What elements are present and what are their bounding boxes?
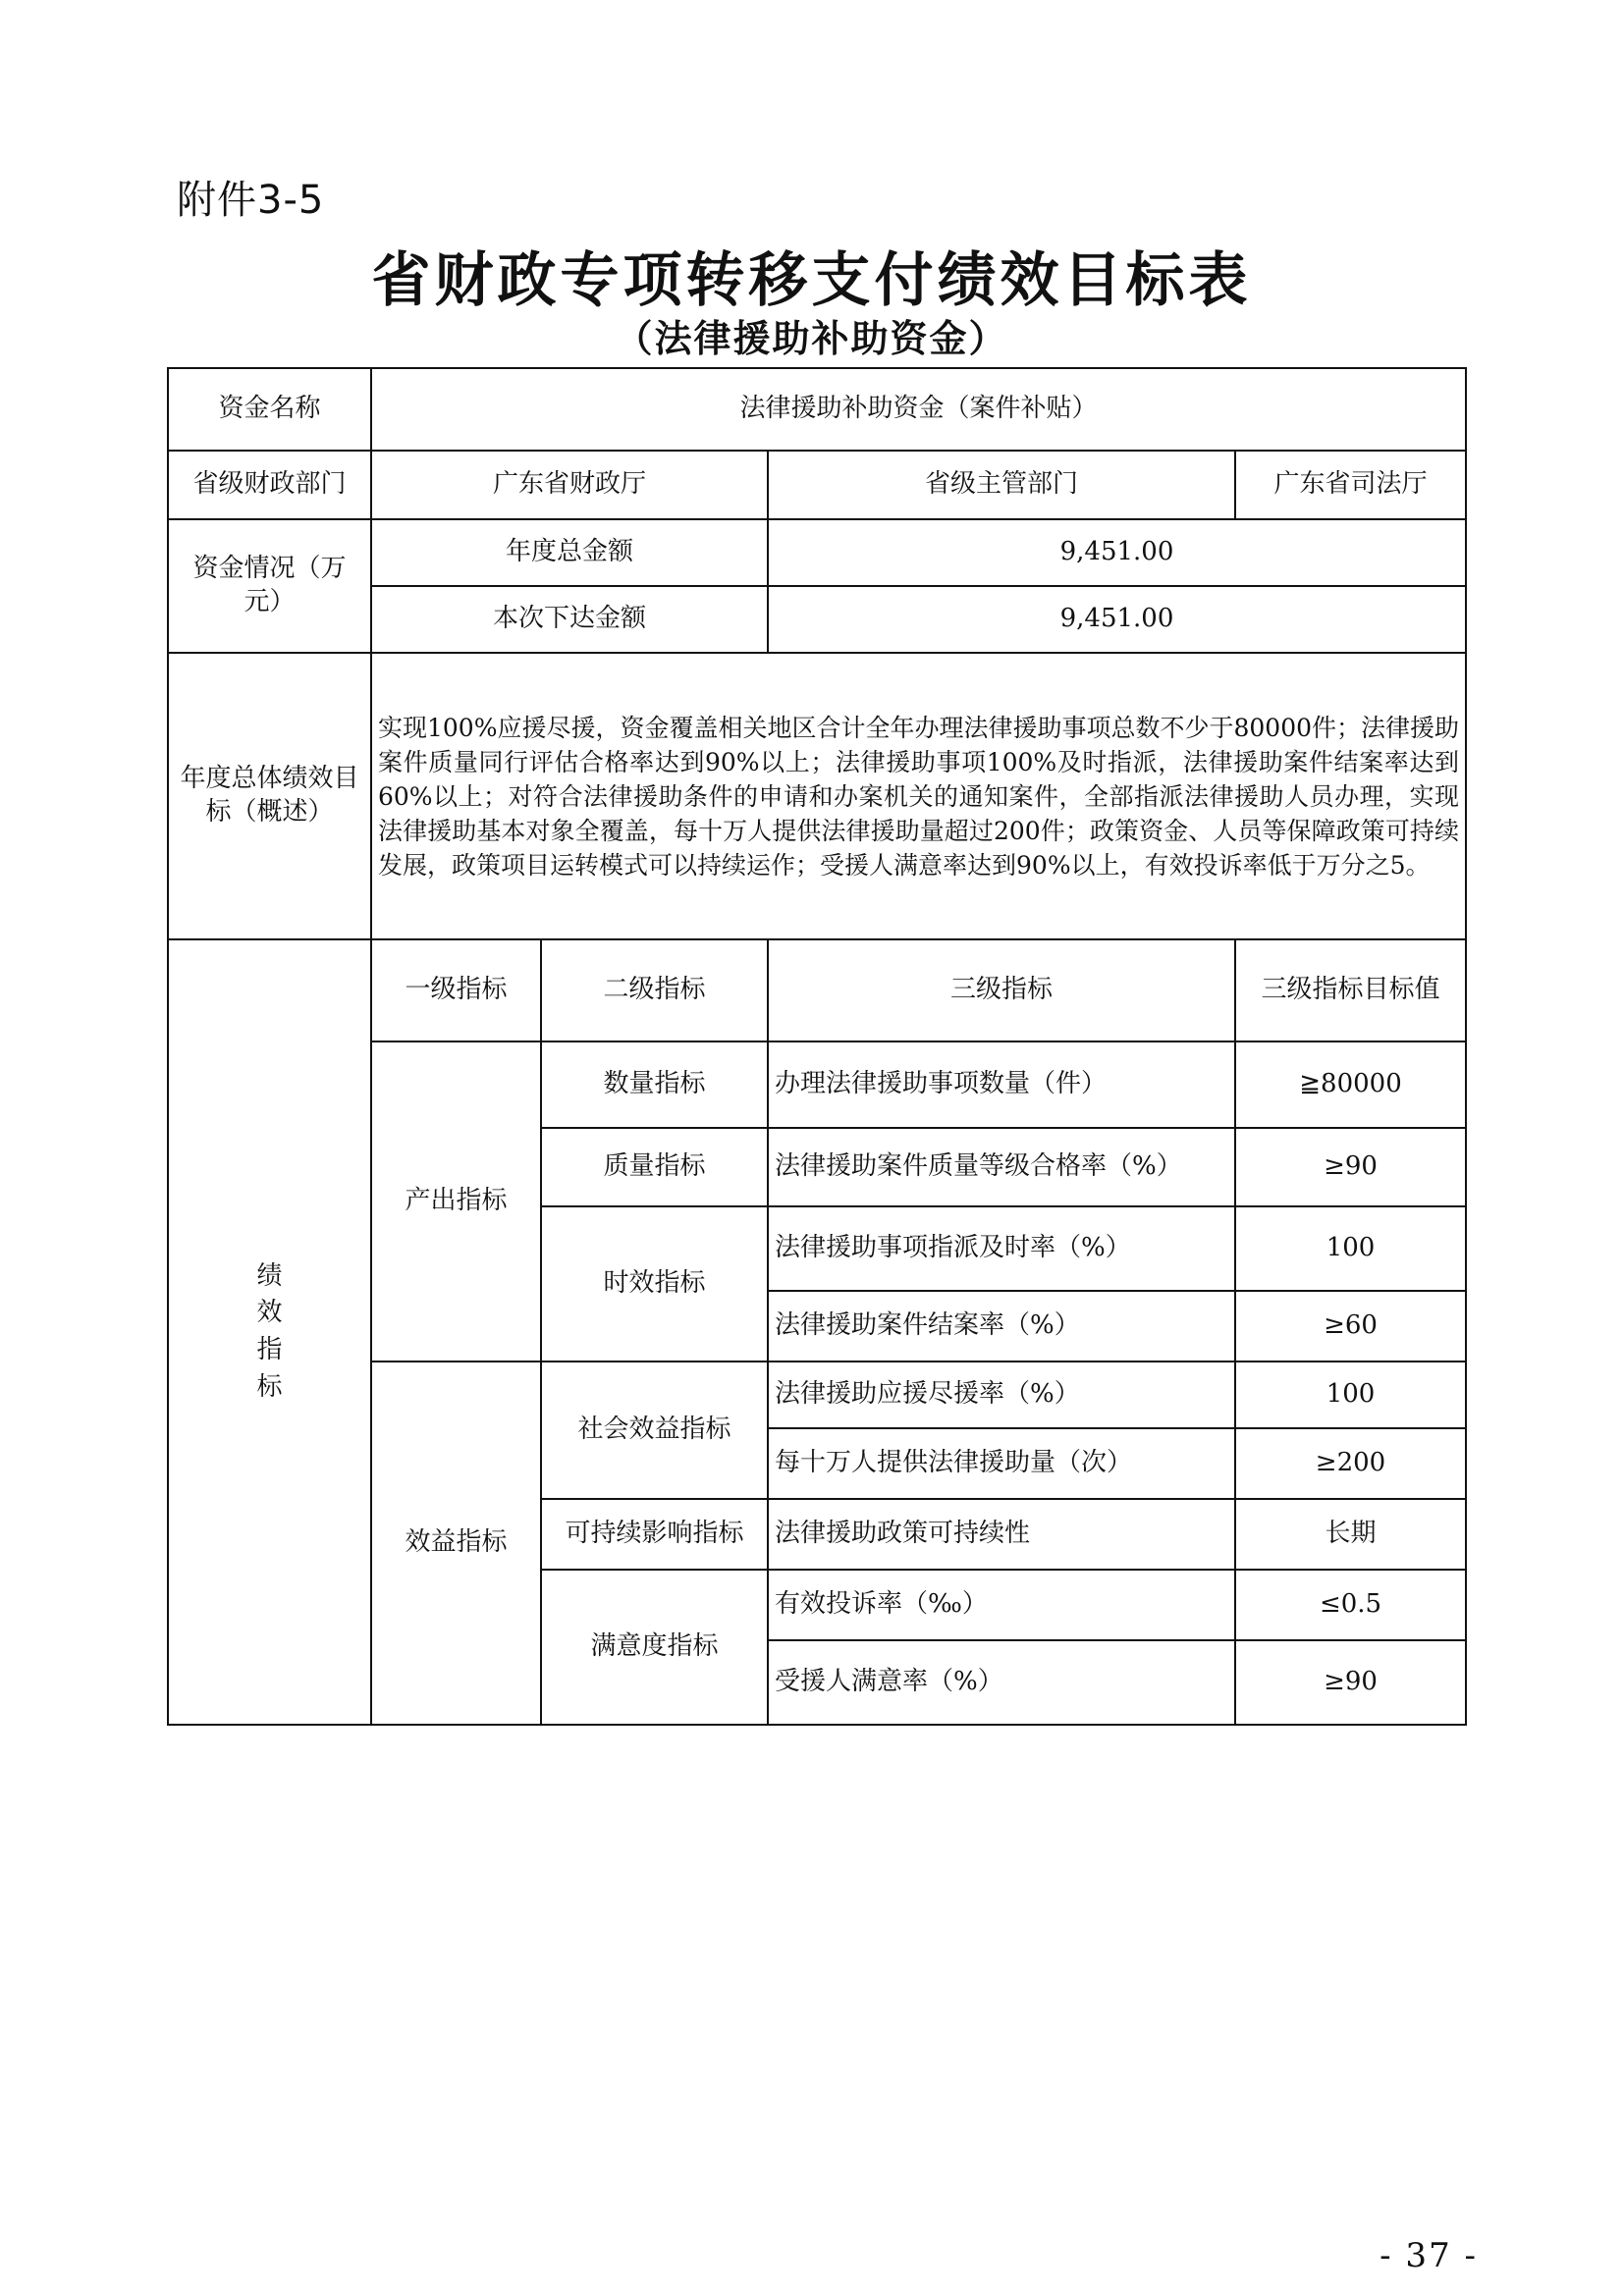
- performance-indicators-label: [168, 939, 371, 1725]
- prov-competent-dept-value: 广东省司法厅: [1235, 451, 1466, 519]
- annual-total-label: 年度总金额: [371, 519, 768, 586]
- indicator-value: ≥60: [1235, 1291, 1466, 1362]
- indicator-value: ≤0.5: [1235, 1570, 1466, 1640]
- social-benefit-indicator-label: 社会效益指标: [541, 1362, 768, 1499]
- page-number: - 37 -: [1380, 2236, 1478, 2275]
- indicator-name: 法律援助案件结案率（%）: [768, 1291, 1235, 1362]
- header-level1: 一级指标: [371, 939, 541, 1041]
- vertical-char: 绩: [256, 1260, 283, 1291]
- attachment-label: 附件3-5: [177, 178, 325, 223]
- header-level2: 二级指标: [541, 939, 768, 1041]
- annual-goal-label: 年度总体绩效目标（概述）: [168, 653, 371, 939]
- indicator-value: 100: [1235, 1206, 1466, 1291]
- indicator-name: 有效投诉率（‰）: [768, 1570, 1235, 1640]
- annual-total-value: 9,451.00: [768, 519, 1466, 586]
- indicator-name: 法律援助事项指派及时率（%）: [768, 1206, 1235, 1291]
- fund-name-row: [168, 368, 1466, 451]
- sustainable-impact-indicator-label: 可持续影响指标: [541, 1499, 768, 1570]
- vertical-char: 指: [256, 1335, 283, 1364]
- indicator-value: ≥200: [1235, 1428, 1466, 1499]
- header-level3: 三级指标: [768, 939, 1235, 1041]
- page-title: 省财政专项转移支付绩效目标表: [371, 246, 1252, 315]
- timeliness-indicator-label: 时效指标: [541, 1206, 768, 1362]
- benefit-indicator-label: 效益指标: [371, 1362, 541, 1725]
- indicator-name: 法律援助应援尽援率（%）: [768, 1362, 1235, 1428]
- department-row: [168, 451, 1466, 519]
- prov-competent-dept-label: 省级主管部门: [768, 451, 1235, 519]
- quality-indicator-label: 质量指标: [541, 1128, 768, 1206]
- page-subtitle: （法律援助补助资金）: [615, 316, 1008, 360]
- current-issue-value: 9,451.00: [768, 586, 1466, 653]
- satisfaction-indicator-label: 满意度指标: [541, 1570, 768, 1725]
- indicator-name: 每十万人提供法律援助量（次）: [768, 1428, 1235, 1499]
- vertical-char: 标: [256, 1371, 283, 1402]
- indicator-header-row: [168, 939, 1466, 1041]
- fund-name-value: 法律援助补助资金（案件补贴）: [371, 368, 1466, 451]
- indicator-name: 法律援助政策可持续性: [768, 1499, 1235, 1570]
- indicator-value: 长期: [1235, 1499, 1466, 1570]
- indicator-name: 法律援助案件质量等级合格率（%）: [768, 1128, 1235, 1206]
- fund-status-label: 资金情况（万元）: [168, 519, 371, 653]
- performance-target-table: [167, 367, 1467, 1726]
- annual-goal-row: [168, 653, 1466, 939]
- indicator-value: ≧80000: [1235, 1041, 1466, 1128]
- annual-goal-text: 实现100%应援尽援，资金覆盖相关地区合计全年办理法律援助事项总数不少于80000件；法律援助案件质量同行评估合格率达到90%以上；法律援助事项100%及时指派，法律援助案件结案率达到60%以上；对符合法律援助条件的申请和办案机关的通知案件，全部指派法律援助人员办理，实现法律援助基本对象全覆盖，每十万人提供法律援助量超过200件；政策资金、人员等保障政策可持续发展，政策项目运转模式可以持续运作；受援人满意率达到90%以上，有效投诉率低于万分之5。: [371, 653, 1466, 939]
- vertical-char: 效: [256, 1298, 283, 1328]
- output-indicator-label: 产出指标: [371, 1041, 541, 1362]
- header-target: 三级指标目标值: [1235, 939, 1466, 1041]
- indicator-value: ≥90: [1235, 1128, 1466, 1206]
- indicator-value: ≥90: [1235, 1640, 1466, 1725]
- prov-finance-dept-value: 广东省财政厅: [371, 451, 768, 519]
- indicator-name: 办理法律援助事项数量（件）: [768, 1041, 1235, 1128]
- quantity-indicator-label: 数量指标: [541, 1041, 768, 1128]
- fund-name-label: 资金名称: [168, 368, 371, 451]
- prov-finance-dept-label: 省级财政部门: [168, 451, 371, 519]
- indicator-name: 受援人满意率（%）: [768, 1640, 1235, 1725]
- current-issue-label: 本次下达金额: [371, 586, 768, 653]
- indicator-value: 100: [1235, 1362, 1466, 1428]
- annual-total-row: [168, 519, 1466, 586]
